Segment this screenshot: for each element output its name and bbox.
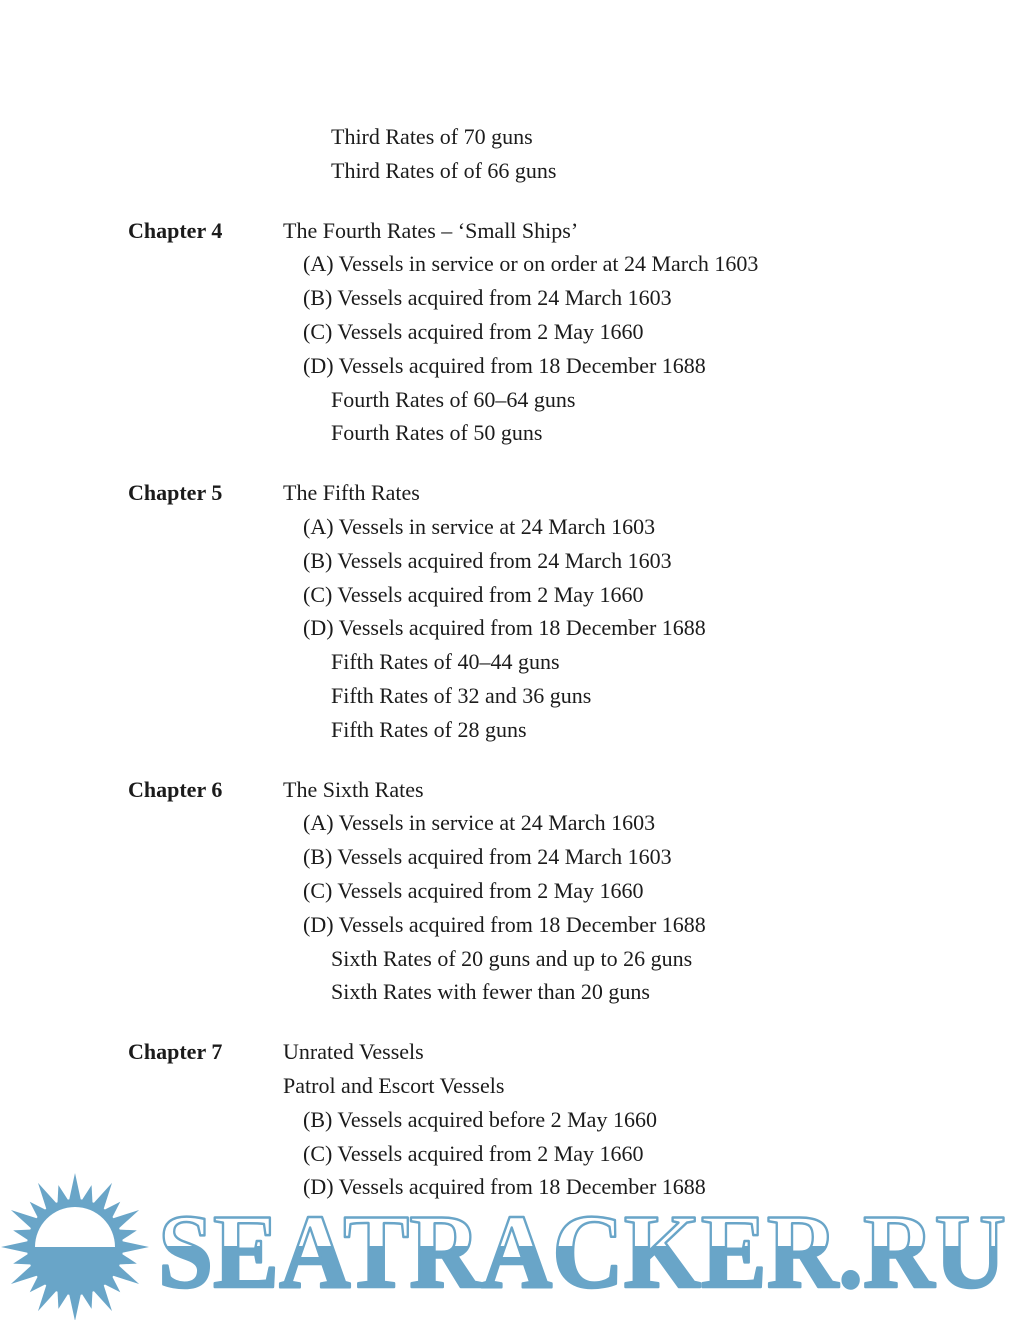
chapter-label: Chapter 4 [128, 217, 223, 243]
toc-row: Fifth Rates of 40–44 guns [331, 649, 560, 675]
toc-row: (A) Vessels in service at 24 March 1603 [303, 513, 656, 539]
toc-row: (D) Vessels acquired from 18 December 1688 [303, 1174, 706, 1200]
watermark-text: SEATRACKER.RU [158, 1193, 1006, 1310]
toc-row: (B) Vessels acquired from 24 March 1603 [303, 547, 672, 573]
chapter-label: Chapter 6 [128, 776, 223, 802]
toc-row: (C) Vessels acquired from 2 May 1660 [303, 1140, 644, 1166]
toc-section-chapter-5 [128, 476, 988, 746]
toc-row: Sixth Rates of 20 guns and up to 26 guns [331, 945, 693, 971]
chapter-label: Chapter 7 [128, 1039, 223, 1065]
chapter-title: The Sixth Rates [283, 776, 424, 802]
seatracker-watermark [0, 1150, 1020, 1320]
toc-row: (B) Vessels acquired from 24 March 1603 [303, 844, 672, 870]
toc-row: (D) Vessels acquired from 18 December 1688 [303, 352, 706, 378]
toc-row: Third Rates of of 66 guns [331, 157, 557, 183]
toc-row: Third Rates of 70 guns [331, 124, 533, 149]
chapter-label: Chapter 5 [128, 480, 223, 506]
toc-row: (C) Vessels acquired from 2 May 1660 [303, 877, 644, 903]
toc-row: (D) Vessels acquired from 18 December 1688 [303, 615, 706, 641]
toc-row: (B) Vessels acquired before 2 May 1660 [303, 1106, 657, 1132]
toc-row: Fourth Rates of 60–64 guns [331, 386, 576, 412]
toc-row: Fifth Rates of 28 guns [331, 716, 527, 742]
document-page [128, 120, 988, 1230]
toc-section-chapter-4 [128, 214, 988, 451]
toc-section-chapter-6 [128, 773, 988, 1010]
toc-section-third-rates [128, 120, 988, 188]
toc-row: (A) Vessels in service or on order at 24 March 1603 [303, 251, 759, 277]
toc-row: (C) Vessels acquired from 2 May 1660 [303, 581, 644, 607]
toc-row: Fourth Rates of 50 guns [331, 420, 543, 446]
toc-row: (B) Vessels acquired from 24 March 1603 [303, 285, 672, 311]
toc-row: Fifth Rates of 32 and 36 guns [331, 682, 592, 708]
chapter-title: Patrol and Escort Vessels [283, 1072, 505, 1098]
toc-row: Sixth Rates with fewer than 20 guns [331, 979, 650, 1005]
chapter-title: Unrated Vessels [283, 1039, 424, 1065]
toc-row: (D) Vessels acquired from 18 December 1688 [303, 911, 706, 937]
sun-icon [1, 1173, 149, 1320]
toc-row: (C) Vessels acquired from 2 May 1660 [303, 318, 644, 344]
chapter-title: The Fifth Rates [283, 480, 420, 506]
chapter-title: The Fourth Rates – ‘Small Ships’ [283, 217, 579, 243]
toc-row: (A) Vessels in service at 24 March 1603 [303, 810, 656, 836]
